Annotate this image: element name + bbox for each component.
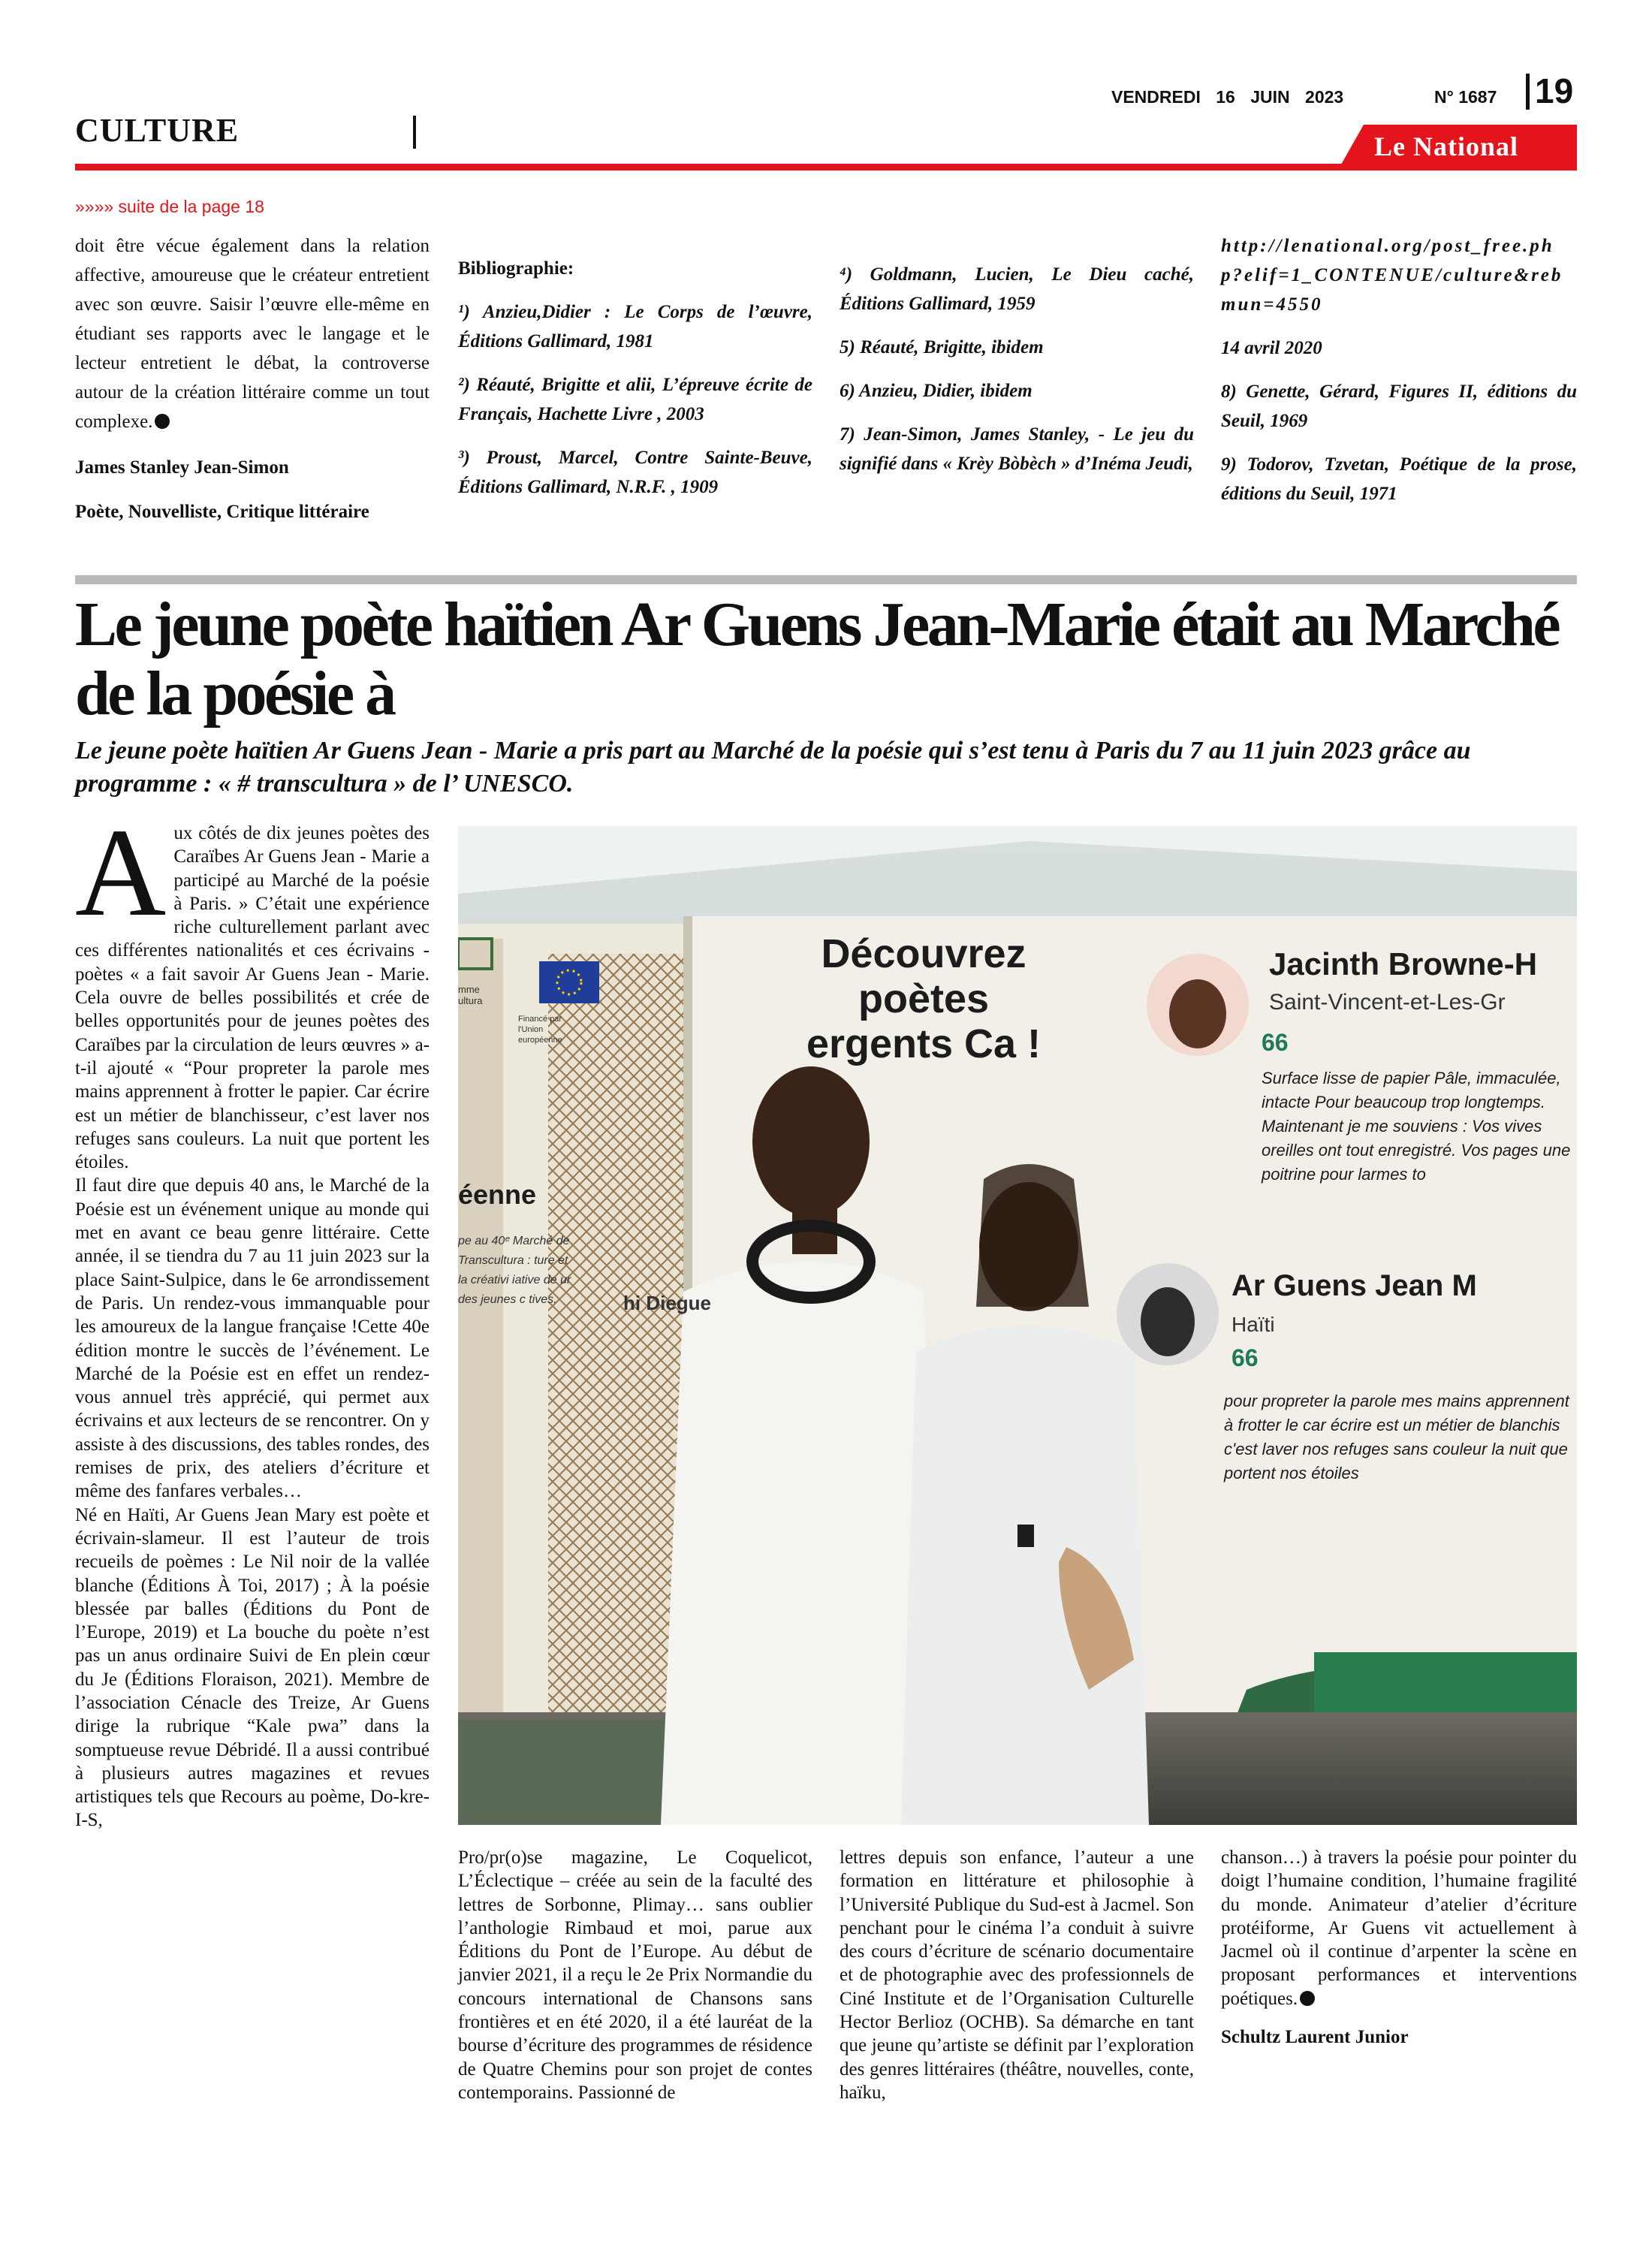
- page-number: 19: [1535, 71, 1574, 110]
- date-month: JUIN: [1250, 87, 1290, 107]
- article-paragraph: Il faut dire que depuis 40 ans, le Marché de la Poésie est un événement unique au monde qui met en avant ce beau genre littéraire. Cette année, il se tiendra du 7 au 11 juin 2023 sur la place Saint-Sulpice, dans le 6e arrondissement de Paris. Un rendez-vous immanquable pour les amoureux de la langue française !Cette 40e édition montre le succès de l’événement. Le Marché de la Poésie est en effet un rendez-vous annuel très apprécié, qui permet aux écrivains et aux lecteurs de se rencontrer. On y assiste à des discussions, des tables rondes, des remises de prix, des ateliers d’écriture et même des fanfares verbales…: [75, 1175, 430, 1502]
- continued-from-link[interactable]: »»»» suite de la page 18: [75, 197, 264, 216]
- page-number-divider: [1526, 74, 1530, 110]
- date-day: 16: [1216, 87, 1235, 107]
- article-standfirst: Le jeune poète haïtien Ar Guens Jean - Marie a pris part au Marché de la poésie qui s’est tenu à Paris du 7 au 11 juin 2023 grâce au programme : « # transcultura » de l’ UNESCO.: [75, 737, 1471, 798]
- banner-small-text: pe au 40ᵉ Marché de Transcultura : ture et la créativi iative de ur des jeunes c tives.: [458, 1235, 571, 1306]
- poet-2-country: Haïti: [1231, 1313, 1275, 1336]
- bibliography-item: ⁴) Goldmann, Lucien, Le Dieu caché, Éditions Gallimard, 1959: [840, 264, 1194, 314]
- bibliography-column-2: [840, 231, 1194, 493]
- article-headline: Le jeune poète haïtien Ar Guens Jean-Marie était au Marché de la poésie à: [75, 590, 1559, 728]
- bibliography-item: ²) Réauté, Brigitte et alii, L’épreuve écrite de Français, Hachette Livre , 2003: [458, 375, 812, 424]
- banner-subtitle: éenne: [458, 1179, 537, 1210]
- banner-logo-text: mme ultura: [458, 984, 483, 1006]
- end-mark-icon: [1300, 1991, 1315, 2006]
- bibliography-column-3: [1221, 231, 1577, 523]
- publication-date: [1111, 87, 1343, 107]
- bibliography-item: ¹) Anzieu,Didier : Le Corps de l’œuvre, Éditions Gallimard, 1981: [458, 302, 812, 351]
- banner-title: Découvrez poètes ergents Ca !: [806, 931, 1042, 1066]
- article-paragraph: Pro/pr(o)se magazine, Le Coquelicot, L’Éclectique – créée au sein de la faculté des lettres de Sorbonne, Plimay… sans oublier l’anthologie Rimbaud et moi, parue aux Éditions du Pont de l’Europe. Au début de janvier 2021, il a reçu le 2e Prix Normandie du concours international de Chansons sans frontières et en été 2020, il a été lauréat de la bourse d’écriture des programmes de résidence de Quatre Chemins pour son projet de contes contemporains. Passionné de: [458, 1847, 812, 2103]
- issue-number: N° 1687: [1434, 87, 1497, 107]
- bibliography-url[interactable]: http://lenational.org/post_free.php?elif=1_CONTENUE/culture&rebmun=4550: [1221, 236, 1563, 315]
- bibliography-item: 7) Jean-Simon, James Stanley, - Le jeu du signifié dans « Krèy Bòbèch » d’Inéma Jeudi,: [840, 424, 1194, 474]
- article-paragraph: Né en Haïti, Ar Guens Jean Mary est poète et écrivain-slameur. Il est l’auteur de trois recueils de poèmes : Le Nil noir de la vallée blanche (Éditions À Toi, 2017) ; À la poésie blessée par balles (Éditions du Pont de l’Europe, 2019) et La bouche du poète n’est pas un anus ordinaire Suivi de En plein cœur du Je (Éditions Floraison, 2021). Membre de l’association Cénacle des Treize, Ar Guens dirige la rubrique “Kale pwa” dans la somptueuse revue Débridé. Il a aussi contribué à plusieurs autres magazines et revues artistiques tels que Recours au poème, Do-kre-I-S,: [75, 1504, 430, 1831]
- poet-1-name: Jacinth Browne-H: [1269, 946, 1538, 982]
- end-mark-icon: [155, 414, 170, 429]
- article-divider: [75, 575, 1577, 584]
- prev-article-column-1: [75, 231, 430, 526]
- drop-cap: A: [75, 803, 167, 943]
- bibliography-date: 14 avril 2020: [1221, 338, 1322, 358]
- bibliography-column-1: [458, 231, 812, 516]
- prev-article-text: doit être vécue également dans la relation affective, amoureuse que le créateur entretient avec son œuvre. Saisir l’œuvre elle-même en étudiant ses rapports avec le langage et le lecteur entretient le débat, la controverse autour de la création littéraire comme un tout complexe.: [75, 236, 430, 432]
- bibliography-item: 9) Todorov, Tzvetan, Poétique de la prose, éditions du Seuil, 1971: [1221, 454, 1577, 504]
- newspaper-name: Le National: [1374, 131, 1519, 161]
- article-paragraph: lettres depuis son enfance, l’auteur a une formation en littérature et philosophie à l’Université Publique du Sud-est à Jacmel. Son penchant pour le cinéma l’a conduit à suivre des cours d’écriture de scénario documentaire et de photographie avec des professionnels de Ciné Institute et de l’Organisation Culturelle Hector Berlioz (OCHB). Sa démarche en tant que jeune qu’artiste se définit par l’exploration des genres littéraires (théâtre, nouvelles, conte, haïku,: [840, 1847, 1194, 2103]
- poet-1-country: Saint-Vincent-et-Les-Gr: [1269, 990, 1506, 1015]
- bibliography-title: Bibliographie:: [458, 258, 574, 279]
- section-title: CULTURE: [75, 112, 240, 149]
- article-photo: [458, 826, 1577, 1825]
- date-year: 2023: [1305, 87, 1344, 107]
- bibliography-item: 5) Réauté, Brigitte, ibidem: [840, 337, 1044, 357]
- section-divider: [413, 116, 416, 149]
- article-paragraph: ux côtés de dix jeunes poètes des Caraïbes Ar Guens Jean - Marie a participé au Marché de la poésie à Paris. » C’était une expérience riche culturellement parlant avec ces différentes nationalités et ces écrivains - poètes « a fait savoir Ar Guens Jean - Marie. Cela ouvre de belles possibilités et crée de belles opportunités pour de jeunes poètes des Caraïbes par la circulation de leurs œuvres » a-t-il ajouté « “Pour propreter la parole mes mains apprennent à frotter le papier. Car écrire est un métier de blanchisseur, c’est laver nos refuges sans couleurs. La nuit que portent les étoiles.: [75, 823, 430, 1173]
- bibliography-item: 8) Genette, Gérard, Figures II, éditions du Seuil, 1969: [1221, 382, 1577, 431]
- article-column-3: [840, 1846, 1194, 2104]
- bibliography-item: ³) Proust, Marcel, Contre Sainte-Beuve, Éditions Gallimard, N.R.F. , 1909: [458, 448, 812, 497]
- poet-2-quote: pour propreter la parole mes mains apprennent à frotter le car écrire est un métier de blanchis c'est laver nos refuges sans couleur la nuit que portent nos étoiles: [1224, 1392, 1569, 1482]
- article-paragraph: chanson…) à travers la poésie pour pointer du doigt l’humaine condition, l’humaine fragilité du monde. Animateur d’atelier d’écriture protéiforme, Ar Guens vit actuellement à Jacmel où il continue d’arpenter la scène en proposant performances et interventions poétiques.: [1221, 1847, 1577, 2009]
- poet-2-name: Ar Guens Jean M: [1231, 1269, 1477, 1302]
- prev-article-author-role: Poète, Nouvelliste, Critique littéraire: [75, 502, 369, 522]
- poet-1-quote: Surface lisse de papier Pâle, immaculée, intacte Pour beaucoup trop longtemps. Maintenant je me souviens : Vos vives oreilles ont tout enregistré. Vos pages une poitrine pour larmes to: [1262, 1069, 1571, 1184]
- article-column-4: [1221, 1846, 1577, 2049]
- date-weekday: VENDREDI: [1111, 87, 1201, 107]
- article-byline: Schultz Laurent Junior: [1221, 2027, 1409, 2048]
- quote-mark-icon: 66: [1262, 1029, 1289, 1056]
- quote-mark-icon: 66: [1231, 1344, 1259, 1371]
- eu-caption: Financé par l'Union européenne: [518, 1015, 562, 1045]
- prev-article-author: James Stanley Jean-Simon: [75, 457, 289, 478]
- article-column-1: [75, 803, 430, 1832]
- banner-partial-name: hi Diegue: [623, 1292, 712, 1314]
- article-column-2: [458, 1846, 812, 2104]
- bibliography-item: 6) Anzieu, Didier, ibidem: [840, 381, 1032, 401]
